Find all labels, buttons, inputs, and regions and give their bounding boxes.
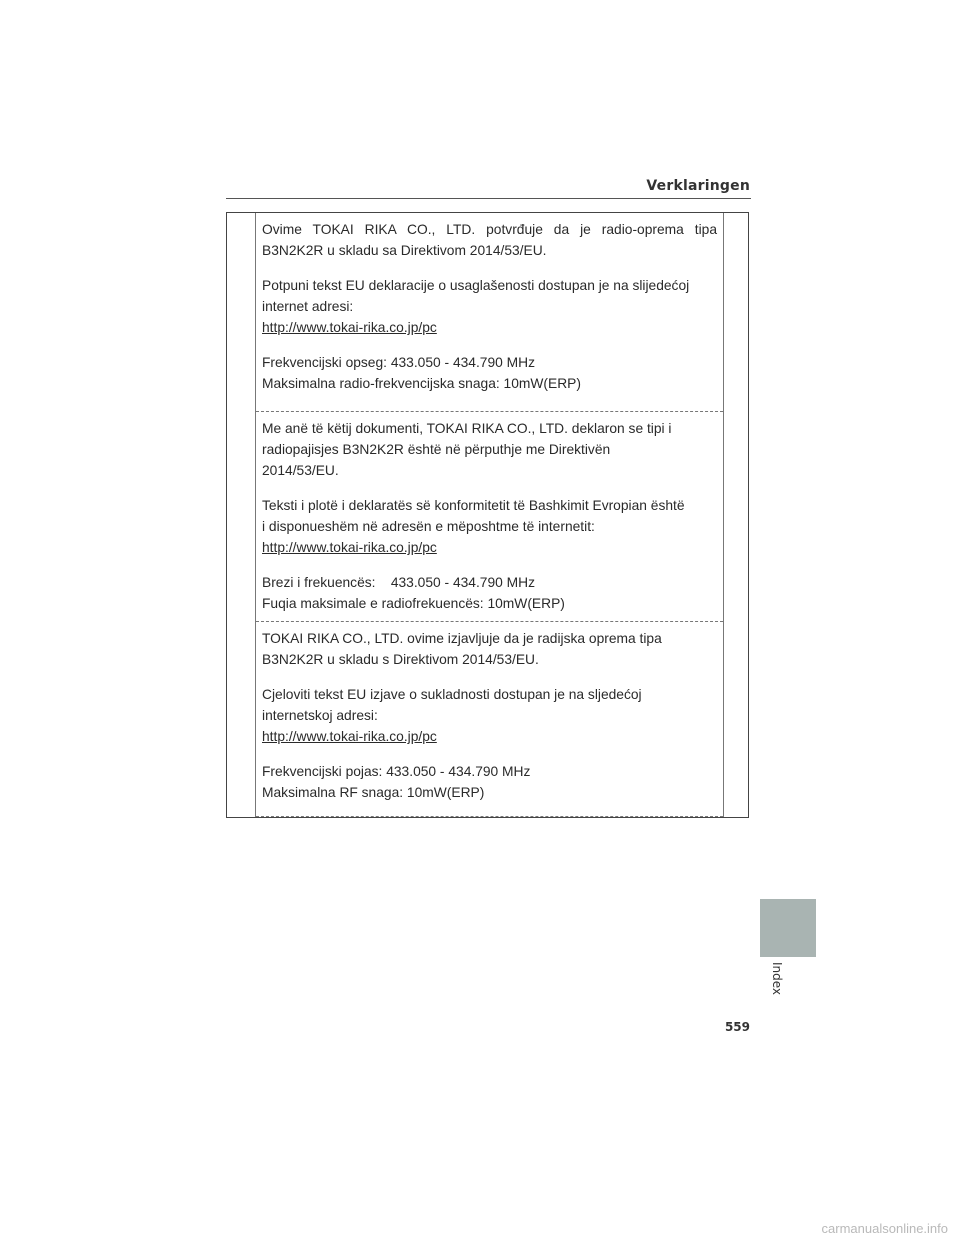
text-line: Potpuni tekst EU deklaracije o usaglašenosti dostupan je na slijedećoj: [262, 278, 690, 293]
text-line: Ovime TOKAI RIKA CO., LTD. potvrđuje da je radio-oprema tipa: [262, 222, 717, 237]
declaration-fulltext: [262, 684, 717, 747]
text-line: Teksti i plotë i deklaratës së konformitetit të Bashkimit Evropian është: [262, 498, 685, 513]
index-tab[interactable]: [760, 899, 816, 957]
declaration-albanian: [256, 411, 723, 621]
text-line: Fuqia maksimale e radiofrekuencës: 10mW(ERP): [262, 596, 565, 611]
declaration-link[interactable]: http://www.tokai-rika.co.jp/pc: [262, 320, 437, 335]
index-tab-label: Index: [770, 962, 784, 996]
declaration-fulltext: [262, 495, 717, 558]
text-line: Cjeloviti tekst EU izjave o sukladnosti dostupan je na sljedećoj: [262, 687, 642, 702]
declaration-fulltext: [262, 275, 717, 338]
text-line: Maksimalna radio-frekvencijska snaga: 10mW(ERP): [262, 376, 581, 391]
declaration-specs: [262, 761, 717, 803]
text-line: B3N2K2R u skladu s Direktivom 2014/53/EU.: [262, 652, 539, 667]
declaration-link[interactable]: http://www.tokai-rika.co.jp/pc: [262, 729, 437, 744]
text-line: Frekvencijski opseg: 433.050 - 434.790 MHz: [262, 355, 536, 370]
declarations-inner-box: [255, 213, 724, 817]
watermark: carmanualsonline.info: [821, 1221, 948, 1236]
declarations-frame: [226, 212, 749, 818]
text-line: Frekvencijski pojas: 433.050 - 434.790 MHz: [262, 764, 531, 779]
text-line: Brezi i frekuencës: 433.050 - 434.790 MHz: [262, 575, 536, 590]
declaration-statement: [262, 219, 717, 261]
section-title: Verklaringen: [646, 178, 750, 194]
declaration-croatian: [256, 621, 723, 817]
declaration-statement: [262, 628, 717, 670]
bottom-divider: [256, 816, 723, 817]
declaration-specs: [262, 352, 717, 394]
text-line: internetskoj adresi:: [262, 708, 378, 723]
declaration-statement: [262, 418, 717, 481]
page-number: 559: [724, 1020, 750, 1034]
text-line: i disponueshëm në adresën e mëposhtme të internetit:: [262, 519, 595, 534]
text-line: 2014/53/EU.: [262, 463, 339, 478]
text-line: Maksimalna RF snaga: 10mW(ERP): [262, 785, 485, 800]
declaration-link[interactable]: http://www.tokai-rika.co.jp/pc: [262, 540, 437, 555]
declaration-specs: [262, 572, 717, 614]
header-divider: [226, 198, 751, 199]
text-line: B3N2K2R u skladu sa Direktivom 2014/53/EU.: [262, 243, 547, 258]
text-line: TOKAI RIKA CO., LTD. ovime izjavljuje da je radijska oprema tipa: [262, 631, 662, 646]
text-line: radiopajisjes B3N2K2R është në përputhje me Direktivën: [262, 442, 611, 457]
text-line: internet adresi:: [262, 299, 354, 314]
declaration-bosnian: [256, 213, 723, 411]
text-line: Me anë të këtij dokumenti, TOKAI RIKA CO., LTD. deklaron se tipi i: [262, 421, 672, 436]
